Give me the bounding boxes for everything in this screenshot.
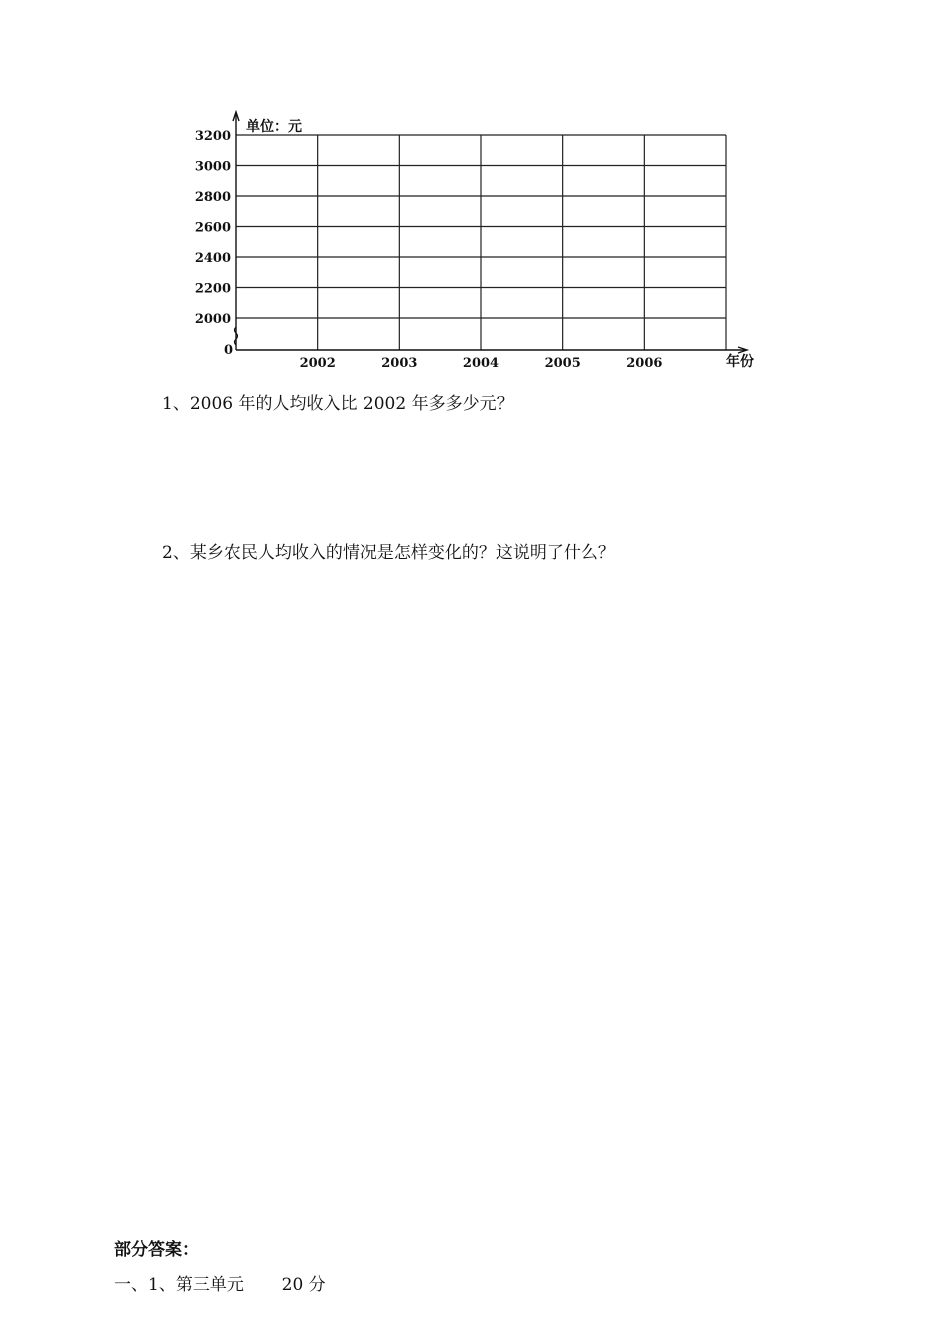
y-tick-label: 3200 bbox=[194, 129, 231, 144]
y-axis-tick-labels bbox=[195, 129, 231, 327]
y-tick-label: 3000 bbox=[194, 159, 231, 175]
y-tick-label: 2400 bbox=[194, 251, 231, 266]
y-axis-origin-label: 0 bbox=[224, 343, 234, 358]
question-2-text: 某乡农民人均收入的情况是怎样变化的？这说明了什么？ bbox=[189, 543, 615, 563]
y-tick-label: 2800 bbox=[194, 190, 231, 205]
chart-gridlines bbox=[236, 135, 726, 350]
x-tick-label: 2002 bbox=[299, 356, 336, 371]
y-tick-label: 2000 bbox=[194, 312, 231, 327]
y-axis-unit-label: 单位：元 bbox=[246, 119, 302, 135]
y-tick-label: 2200 bbox=[194, 281, 231, 297]
question-2-number: 2、 bbox=[162, 543, 190, 563]
question-2 bbox=[162, 541, 615, 565]
x-axis-label: 年份 bbox=[726, 354, 754, 370]
question-1-number: 1、 bbox=[162, 394, 190, 414]
answer-line-1: 一、1、第三单元 20 分 bbox=[114, 1275, 326, 1295]
x-axis-tick-labels bbox=[300, 356, 663, 371]
question-1 bbox=[162, 392, 514, 416]
x-tick-label: 2005 bbox=[544, 356, 581, 371]
x-tick-label: 2003 bbox=[381, 356, 418, 371]
x-tick-label: 2004 bbox=[462, 356, 500, 371]
line-chart-grid bbox=[0, 0, 950, 400]
answers-heading: 部分答案： bbox=[114, 1240, 199, 1260]
chart-axes bbox=[233, 112, 747, 353]
y-tick-label: 2600 bbox=[194, 220, 231, 236]
x-tick-label: 2006 bbox=[626, 356, 663, 371]
question-1-text: 2006 年的人均收入比 2002 年多多少元？ bbox=[189, 394, 514, 414]
